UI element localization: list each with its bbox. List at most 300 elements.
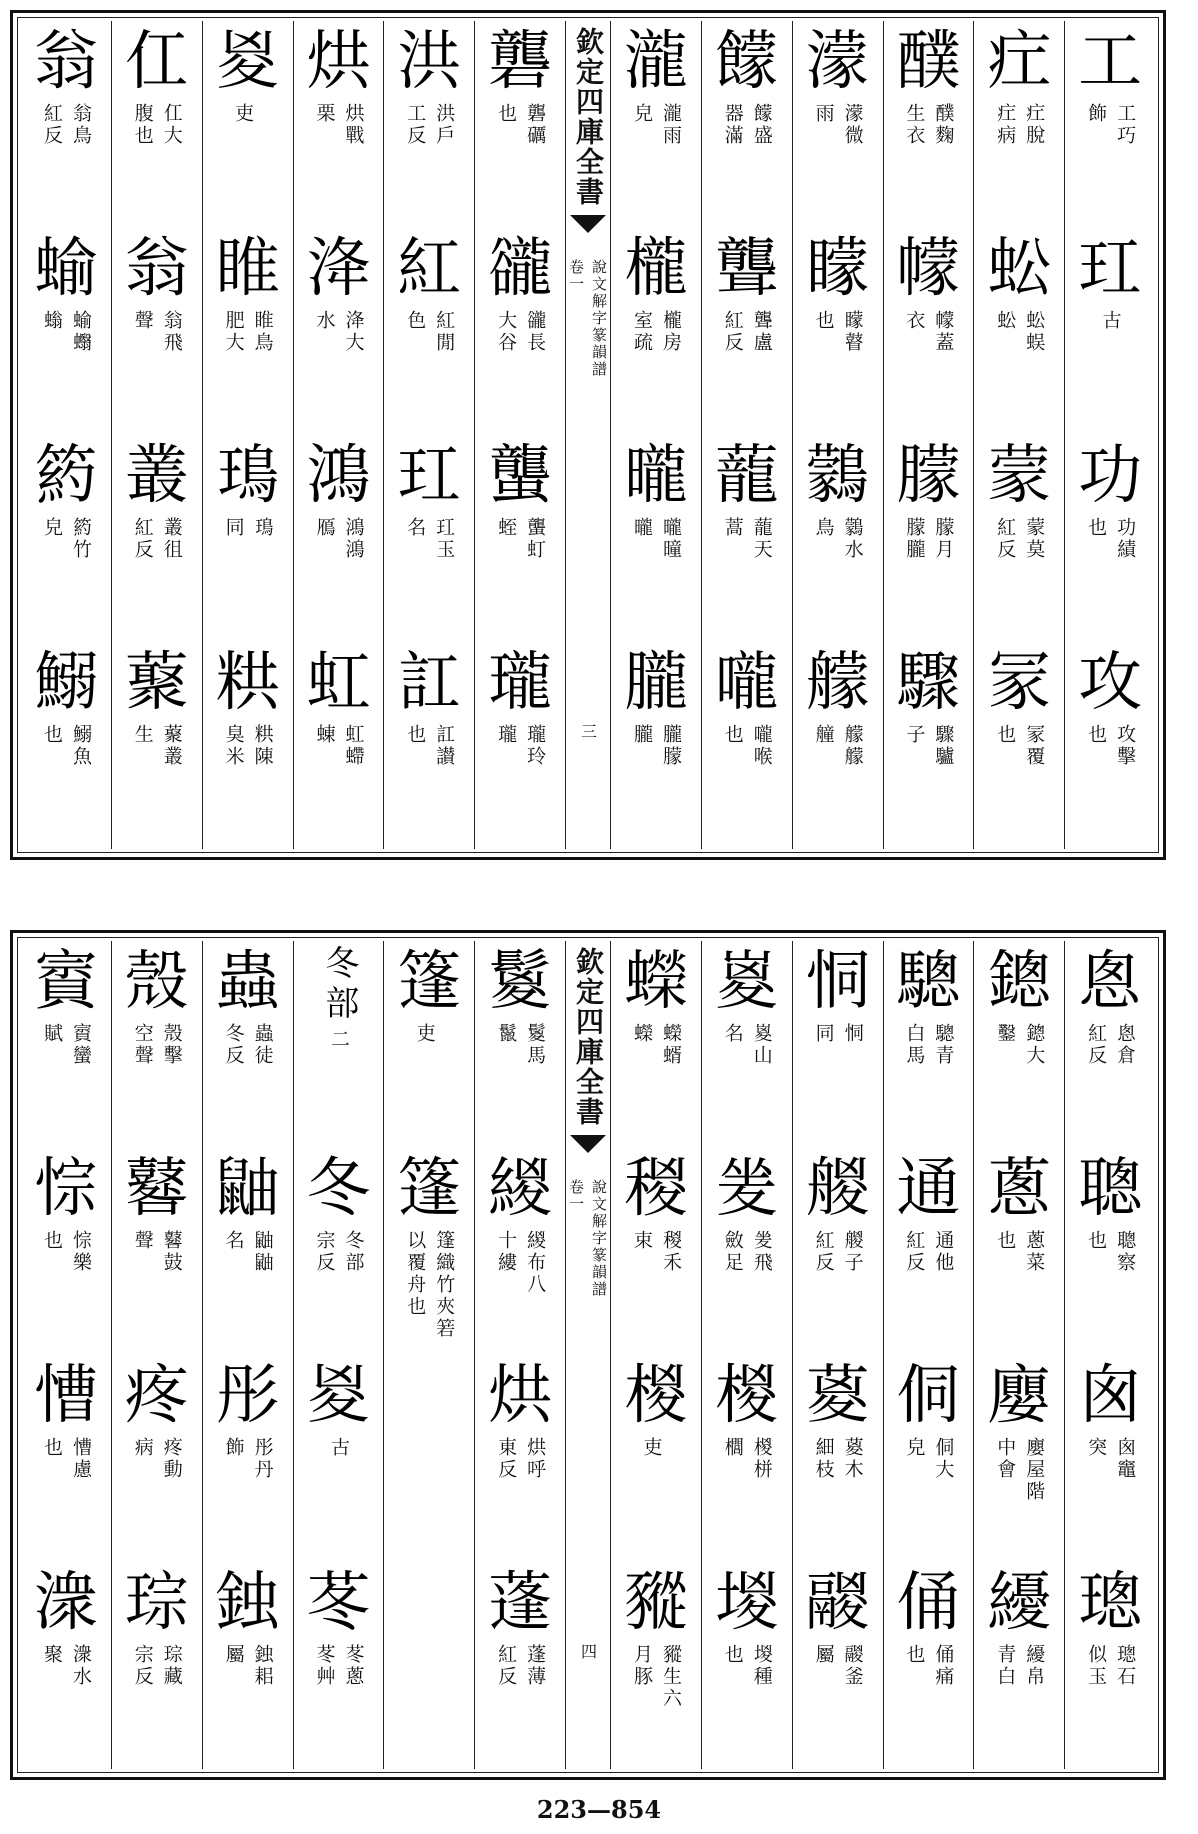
gloss-line: 粠陳 [251, 724, 274, 768]
gloss-text [814, 1230, 862, 1274]
seal-character: 鬉 [488, 945, 553, 1019]
gloss-line: 櫳房 [659, 310, 682, 354]
gloss-text [903, 103, 955, 147]
entry-column [1064, 941, 1155, 1769]
seal-character: 慒 [33, 1359, 98, 1433]
gloss-line: 斂足 [721, 1230, 744, 1274]
gloss-text [814, 1437, 862, 1481]
seal-character: 瀧 [623, 25, 688, 99]
gloss-line: 肥大 [222, 310, 245, 354]
entry-cell [702, 435, 792, 642]
gloss-text [632, 103, 680, 147]
entry-cell [475, 642, 565, 849]
entry-cell [974, 941, 1064, 1148]
gloss-text [313, 103, 365, 147]
gloss-line: 雨 [812, 103, 835, 125]
gloss-text [903, 517, 955, 561]
entry-column [474, 21, 565, 849]
gloss-line: 鼬鼬 [251, 1230, 274, 1274]
gloss-line: 皃 [630, 103, 653, 125]
entry-cell [702, 228, 792, 435]
gloss-line: 聚 [40, 1644, 63, 1666]
gloss-text [495, 517, 547, 561]
seal-character: 㚇 [215, 25, 280, 99]
seal-character: 叢 [124, 439, 189, 513]
entry-cell [294, 1355, 384, 1562]
entry-column [111, 941, 202, 1769]
gloss-text [903, 724, 955, 768]
gloss-text [224, 1023, 272, 1067]
gloss-line: 通他 [932, 1230, 955, 1274]
entry-cell [21, 228, 111, 435]
gloss-line: 也 [994, 724, 1017, 746]
entry-cell [884, 21, 974, 228]
gloss-line: 栗 [313, 103, 336, 125]
bottom-page [10, 930, 1166, 1780]
gloss-text [42, 724, 90, 768]
gloss-line: 十縷 [495, 1230, 518, 1274]
gloss-text [495, 724, 547, 768]
seal-character: 侗 [896, 1359, 961, 1433]
entry-column [701, 21, 792, 849]
gloss-line: 囪竈 [1114, 1437, 1137, 1481]
gloss-text [723, 103, 771, 147]
entry-column [973, 941, 1064, 1769]
seal-character: 葼 [805, 1359, 870, 1433]
gloss-line: 驟驢 [932, 724, 955, 768]
gloss-text [415, 1023, 444, 1045]
gloss-text [495, 1437, 547, 1481]
gloss-line: 琮藏 [160, 1644, 183, 1688]
entry-cell [384, 21, 474, 228]
gloss-line: 藂叢 [160, 724, 183, 768]
gloss-line: 蔥菜 [1023, 1230, 1046, 1274]
gloss-line: 鳥 [812, 517, 835, 539]
gloss-line: 紅反 [1085, 1023, 1108, 1067]
gloss-line: 色 [404, 310, 427, 332]
seal-character: 冬 [306, 1152, 371, 1226]
gloss-line: 鬷釜 [841, 1644, 864, 1688]
gloss-line: 子 [903, 724, 926, 746]
gloss-line: 嚨喉 [750, 724, 773, 768]
entry-cell [702, 21, 792, 228]
entry-cell [702, 642, 792, 849]
entry-column [610, 941, 701, 1769]
gloss-line: 屬 [812, 1644, 835, 1666]
gloss-line: 吏 [232, 103, 255, 125]
gloss-line: 青白 [994, 1644, 1017, 1688]
gloss-text [495, 1644, 547, 1688]
entry-cell [294, 1148, 384, 1355]
gloss-line: 紅反 [131, 517, 154, 561]
gloss-line: 潨水 [69, 1644, 92, 1688]
entry-cell [384, 228, 474, 435]
seal-character: 悰 [33, 1152, 98, 1226]
entry-cell [203, 435, 293, 642]
gloss-line: 彤丹 [251, 1437, 274, 1481]
gloss-line: 蚣蜈 [1023, 310, 1046, 354]
entry-cell [384, 1355, 474, 1562]
gloss-text [224, 1644, 272, 1688]
entry-cell [1065, 1562, 1155, 1769]
fishtail-mark-icon [570, 215, 606, 233]
spine-title: 欽定四庫全書 [572, 947, 606, 1127]
gloss-text [723, 310, 771, 354]
seal-character: 饛 [714, 25, 779, 99]
spine-column [565, 941, 610, 1769]
entry-cell [974, 1148, 1064, 1355]
gloss-line: 器滿 [721, 103, 744, 147]
entry-cell [793, 21, 883, 228]
gloss-text [224, 1437, 272, 1481]
entry-column [792, 941, 883, 1769]
gloss-line: 蠪虰 [524, 517, 547, 561]
entry-cell [384, 1148, 474, 1355]
spine-book-title: 說文解字篆韻譜 [590, 1179, 609, 1298]
gloss-line: 蒙莫 [1023, 517, 1046, 561]
gloss-line: 洚大 [342, 310, 365, 354]
seal-character: 洚 [306, 232, 371, 306]
gloss-line: 中會 [994, 1437, 1017, 1481]
gloss-line: 吏 [413, 1023, 436, 1045]
gloss-line: 生衣 [903, 103, 926, 147]
entry-cell [702, 941, 792, 1148]
gloss-line: 饛盛 [750, 103, 773, 147]
seal-character: 朧 [623, 646, 688, 720]
seal-character: 矇 [805, 232, 870, 306]
gloss-text [404, 103, 456, 147]
gloss-line: 豵生六 [659, 1644, 682, 1710]
gloss-text [723, 1437, 771, 1481]
entry-column [383, 21, 474, 849]
gloss-line: 蟲徒 [251, 1023, 274, 1067]
gloss-line: 似玉 [1085, 1644, 1108, 1688]
gloss-line: 鏓大 [1023, 1023, 1046, 1067]
seal-character: 鳿 [215, 439, 280, 513]
entry-cell [702, 1562, 792, 1769]
entry-cell [203, 1148, 293, 1355]
gloss-text [133, 103, 181, 147]
seal-character: 㚇 [306, 1359, 371, 1433]
entry-cell [793, 1562, 883, 1769]
gloss-line: 衣 [903, 310, 926, 332]
seal-character: 礱 [488, 25, 553, 99]
gloss-text [313, 1644, 365, 1688]
entry-column [293, 21, 384, 849]
entry-cell [112, 435, 202, 642]
gloss-line: 箹竹 [69, 517, 92, 561]
gloss-line: 紅反 [40, 103, 63, 147]
entry-cell [884, 228, 974, 435]
gloss-line: 驄青 [932, 1023, 955, 1067]
spine-column [565, 21, 610, 849]
entry-cell [21, 1355, 111, 1562]
entry-cell [384, 642, 474, 849]
seal-character: 瓏 [488, 646, 553, 720]
gloss-line: 濛微 [841, 103, 864, 147]
gloss-line: 蠑 [630, 1023, 653, 1045]
gloss-text [903, 1644, 955, 1688]
seal-character: 烘 [488, 1359, 553, 1433]
spine-volume: 卷一 [567, 259, 586, 293]
entry-cell [475, 21, 565, 228]
seal-character: 俑 [896, 1566, 961, 1640]
gloss-line: 也 [495, 103, 518, 125]
seal-character: 蟲 [215, 945, 280, 1019]
entry-cell [21, 1148, 111, 1355]
gloss-text [1085, 1644, 1137, 1688]
seal-character: 鼛 [124, 1152, 189, 1226]
gloss-line: 名 [404, 517, 427, 539]
seal-character: 潨 [33, 1566, 98, 1640]
gloss-line: 紅反 [721, 310, 744, 354]
gloss-line: 也 [40, 1437, 63, 1459]
gloss-line: 飾 [222, 1437, 245, 1459]
gloss-line: 朧朦 [659, 724, 682, 768]
seal-character: 鰯 [33, 646, 98, 720]
entry-cell [384, 435, 474, 642]
entry-cell [294, 1562, 384, 1769]
entry-column [293, 941, 384, 1769]
gloss-text [404, 517, 456, 561]
entry-cell [112, 1355, 202, 1562]
gloss-text [133, 1230, 181, 1274]
gloss-line: 廮屋階 [1023, 1437, 1046, 1503]
gloss-text [814, 517, 862, 561]
seal-character: 聰 [1078, 1152, 1143, 1226]
seal-character: 粠 [215, 646, 280, 720]
gloss-line: 慒慮 [69, 1437, 92, 1481]
gloss-line: 聲 [131, 1230, 154, 1252]
seal-character: 藂 [124, 646, 189, 720]
entry-cell [884, 1355, 974, 1562]
gloss-line: 朧 [630, 724, 653, 746]
seal-character: 椶 [714, 1359, 779, 1433]
entry-cell [112, 21, 202, 228]
gloss-line: 也 [404, 724, 427, 746]
gloss-line: 二 [327, 1029, 350, 1051]
gloss-line: 宗反 [313, 1230, 336, 1274]
gloss-text [723, 1023, 771, 1067]
seal-character: 烘 [306, 25, 371, 99]
gloss-line: 功績 [1114, 517, 1137, 561]
gloss-line: 東反 [495, 1437, 518, 1481]
entry-column [202, 941, 293, 1769]
seal-character: 椶 [623, 1359, 688, 1433]
entry-cell [611, 941, 701, 1148]
entry-cell [702, 1355, 792, 1562]
seal-character: 玒 [1078, 232, 1143, 306]
page-footer-number: 223—854 [536, 1795, 662, 1824]
gloss-line: 朦朧 [903, 517, 926, 561]
seal-character: 囪 [1078, 1359, 1143, 1433]
entry-cell [294, 642, 384, 849]
spine-page-number: 四 [578, 1643, 598, 1659]
gloss-line: 瓏玲 [524, 724, 547, 768]
gloss-line: 蚣 [994, 310, 1017, 332]
gloss-line: 蝀 [313, 724, 336, 746]
seal-character: 蔥 [987, 1152, 1052, 1226]
gloss-line: 苳艸 [313, 1644, 336, 1688]
seal-character: 廮 [987, 1359, 1052, 1433]
gloss-line: 蛭 [495, 517, 518, 539]
gloss-line: 鉵耜 [251, 1644, 274, 1688]
gloss-line: 櫚 [721, 1437, 744, 1459]
gloss-text [994, 103, 1046, 147]
entry-cell [203, 941, 293, 1148]
seal-character: 箹 [33, 439, 98, 513]
gloss-line: 鬉馬 [524, 1023, 547, 1067]
seal-character: 攻 [1078, 646, 1143, 720]
gloss-line: 醭麴 [932, 103, 955, 147]
entry-cell [384, 941, 474, 1148]
gloss-text [42, 1644, 90, 1688]
gloss-line: 螉 [40, 310, 63, 332]
gloss-text [632, 1230, 680, 1274]
gloss-text [404, 724, 456, 768]
entry-cell [21, 435, 111, 642]
gloss-line: 曨曈 [659, 517, 682, 561]
seal-character: 玒 [397, 439, 462, 513]
entry-cell [1065, 941, 1155, 1148]
gloss-line: 疘病 [994, 103, 1017, 147]
seal-character: 彤 [215, 1359, 280, 1433]
gloss-text [313, 724, 365, 768]
gloss-line: 水 [313, 310, 336, 332]
gloss-line: 也 [994, 1230, 1017, 1252]
gloss-line: 葼木 [841, 1437, 864, 1481]
gloss-text [994, 1230, 1046, 1274]
gloss-text [224, 724, 272, 768]
gloss-text [404, 1230, 456, 1340]
gloss-line: 礱礪 [524, 103, 547, 147]
gloss-line: 名 [721, 1023, 744, 1045]
entry-cell [475, 1562, 565, 1769]
seal-character: 豅 [488, 232, 553, 306]
gloss-line: 矇瞽 [841, 310, 864, 354]
gloss-line: 疘脫 [1023, 103, 1046, 147]
seal-character: 鉵 [215, 1566, 280, 1640]
gloss-line: 鬣 [495, 1023, 518, 1045]
seal-character: 豵 [623, 1566, 688, 1640]
entry-column [1064, 21, 1155, 849]
section-header: 冬部 [318, 945, 359, 1025]
gloss-line: 賨蠻 [69, 1023, 92, 1067]
spine-volume: 卷一 [567, 1179, 586, 1213]
gloss-line: 疼動 [160, 1437, 183, 1481]
seal-character: 紅 [397, 232, 462, 306]
entry-cell [611, 1148, 701, 1355]
seal-character: 篷 [397, 1152, 462, 1226]
gloss-line: 睢鳥 [251, 310, 274, 354]
seal-character: 蚣 [987, 232, 1052, 306]
gloss-line: 工巧 [1114, 103, 1137, 147]
seal-character: 鬷 [805, 1566, 870, 1640]
gloss-text [42, 1023, 90, 1067]
seal-character: 嵏 [714, 945, 779, 1019]
gloss-text [133, 1023, 181, 1067]
gloss-line: 鴻鴻 [342, 517, 365, 561]
entry-column [383, 941, 474, 1769]
gloss-line: 鴈 [313, 517, 336, 539]
gloss-line: 蘢天 [750, 517, 773, 561]
gloss-text [42, 103, 90, 147]
entry-cell [1065, 1148, 1155, 1355]
entry-cell [884, 1148, 974, 1355]
gloss-line: 紅反 [903, 1230, 926, 1274]
gloss-line: 椶栟 [750, 1437, 773, 1481]
gloss-text [495, 1023, 547, 1067]
entry-cell [611, 21, 701, 228]
gloss-text [313, 517, 365, 561]
gloss-text [814, 724, 862, 768]
gloss-text [329, 1437, 348, 1459]
gloss-text [903, 310, 955, 354]
gloss-text [313, 1230, 365, 1274]
entry-cell [793, 941, 883, 1148]
seal-character: 通 [896, 1152, 961, 1226]
gloss-text [233, 103, 262, 125]
gloss-line: 室疏 [630, 310, 653, 354]
gloss-text [814, 103, 862, 147]
entry-cell [475, 228, 565, 435]
gloss-line: 皃 [40, 517, 63, 539]
gloss-line: 幪蓋 [932, 310, 955, 354]
entry-cell [1065, 642, 1155, 849]
gloss-text [994, 517, 1046, 561]
seal-character: 洪 [397, 25, 462, 99]
gloss-line: 叢徂 [160, 517, 183, 561]
entry-column [474, 941, 565, 1769]
entry-cell [884, 941, 974, 1148]
gloss-text [632, 517, 680, 561]
seal-character: 櫳 [623, 232, 688, 306]
seal-character: 堫 [714, 1566, 779, 1640]
seal-character: 艨 [805, 646, 870, 720]
seal-character: 驟 [896, 646, 961, 720]
entry-cell [21, 21, 111, 228]
entry-cell [21, 1562, 111, 1769]
seal-character: 稯 [623, 1152, 688, 1226]
entry-cell [793, 642, 883, 849]
entry-cell [974, 21, 1064, 228]
bottom-page-body [21, 941, 1155, 1769]
gloss-line: 同 [222, 517, 245, 539]
gloss-text [632, 1023, 680, 1067]
seal-character: 蓬 [488, 1566, 553, 1640]
entry-column [610, 21, 701, 849]
gloss-line: 也 [40, 1230, 63, 1252]
gloss-line: 宗反 [131, 1644, 154, 1688]
spine-book-info [566, 1179, 610, 1298]
gloss-text [42, 517, 90, 561]
gloss-text [133, 517, 181, 561]
seal-character: 悤 [1078, 945, 1143, 1019]
gloss-text [632, 724, 680, 768]
seal-character: 翁 [33, 25, 98, 99]
gloss-line: 束 [630, 1230, 653, 1252]
entry-cell [475, 1355, 565, 1562]
entry-cell [793, 1148, 883, 1355]
gloss-line: 名 [222, 1230, 245, 1252]
seal-character: 工 [1078, 25, 1143, 99]
seal-character: 蠑 [623, 945, 688, 1019]
seal-character: 虹 [306, 646, 371, 720]
gloss-text [723, 724, 771, 768]
gloss-line: 悤倉 [1114, 1023, 1137, 1067]
gloss-line: 工反 [404, 103, 427, 147]
gloss-line: 曨 [630, 517, 653, 539]
